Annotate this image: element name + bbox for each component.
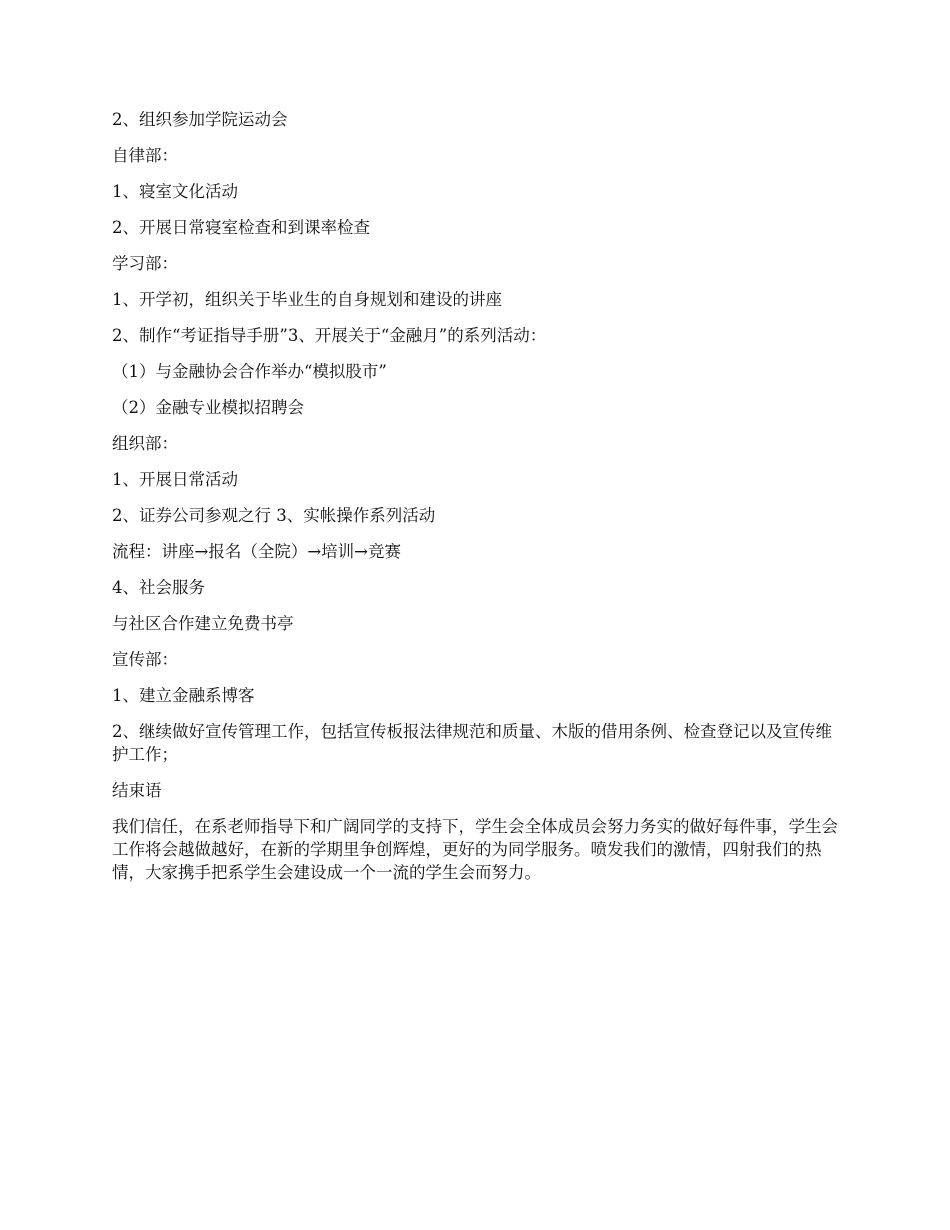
list-item: 2、开展日常寝室检查和到课率检查: [112, 218, 370, 237]
closing-paragraph: 我们信任，在系老师指导下和广阔同学的支持下，学生会全体成员会努力务实的做好每件事，学生会工作将会越做越好，在新的学期里争创辉煌，更好的为同学服务。喷发我们的激情，四射我们的热情，大家携手把系学生会建设成一个一流的学生会而努力。: [112, 817, 838, 882]
list-item: 4、社会服务: [112, 578, 205, 597]
section-heading: 宣传部：: [112, 650, 178, 669]
list-item: 1、寝室文化活动: [112, 182, 238, 201]
list-item: 1、开学初，组织关于毕业生的自身规划和建设的讲座: [112, 290, 502, 309]
document-body: [112, 108, 840, 897]
sub-list-item: （2）金融专业模拟招聘会: [112, 398, 304, 417]
body-text: 与社区合作建立免费书亭: [112, 614, 294, 633]
section-heading: 组织部：: [112, 434, 178, 453]
list-item: 1、开展日常活动: [112, 470, 238, 489]
section-heading: 学习部：: [112, 254, 178, 273]
list-item: 2、制作“考证指导手册”3、开展关于“金融月”的系列活动：: [112, 326, 547, 345]
list-item: 2、继续做好宣传管理工作，包括宣传板报法律规范和质量、木版的借用条例、检查登记以及宣传维护工作；: [112, 722, 832, 764]
section-heading: 结束语: [112, 781, 162, 800]
list-item: 1、建立金融系博客: [112, 686, 255, 705]
process-text: 流程：讲座→报名（全院）→培训→竞赛: [112, 542, 401, 561]
list-item: 2、证券公司参观之行 3、实帐操作系列活动: [112, 506, 436, 525]
section-heading: 自律部：: [112, 146, 178, 165]
sub-list-item: （1）与金融协会合作举办“模拟股市”: [112, 362, 387, 381]
list-item: 2、组织参加学院运动会: [112, 110, 288, 129]
